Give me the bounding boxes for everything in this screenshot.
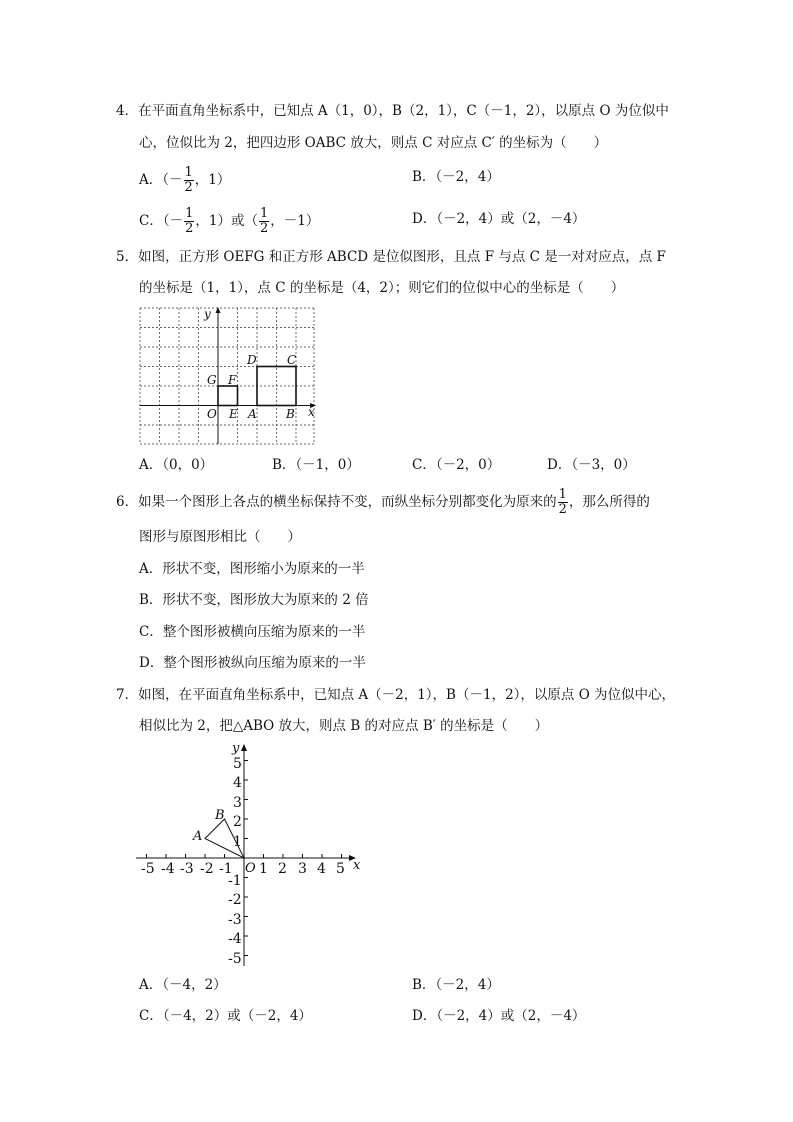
x-tick-label: -5 xyxy=(141,861,155,877)
x-tick-label: -4 xyxy=(161,861,175,877)
x-axis-label: x xyxy=(353,858,361,873)
fraction-numerator: 1 xyxy=(185,206,194,221)
q4-option-a-fraction xyxy=(184,166,194,195)
label-a: A xyxy=(248,407,257,421)
x-tick-label: -3 xyxy=(180,861,194,877)
q5-option-c: C．（－2，0） xyxy=(412,457,501,473)
q5-stem-line2: 的坐标是（1，1），点 C 的坐标是（4，2）；则它们的位似中心的坐标是（ ） xyxy=(139,280,625,296)
y-tick-label: 3 xyxy=(233,795,242,811)
label-e: E xyxy=(229,407,238,421)
q4-option-c-fraction-2 xyxy=(259,207,269,236)
q7-option-b: B．（－2，4） xyxy=(412,977,500,993)
y-tick-label: 1 xyxy=(233,834,242,850)
fraction-denominator: 2 xyxy=(558,502,567,517)
x-tick-label: -1 xyxy=(219,861,233,877)
q6-option-d: D．整个图形被纵向压缩为原来的一半 xyxy=(139,655,366,671)
q4-option-d: D．（－2，4）或（2，－4） xyxy=(412,211,586,227)
q6-option-b: B．形状不变，图形放大为原来的 2 倍 xyxy=(139,592,369,608)
x-tick-label: 3 xyxy=(298,861,307,877)
x-tick-label: 2 xyxy=(278,861,287,877)
q5-option-d: D．（－3，0） xyxy=(547,457,636,473)
label-c: C xyxy=(287,353,297,367)
q6-option-c: C．整个图形被横向压缩为原来的一半 xyxy=(139,624,366,640)
q4-stem-line2: 心，位似比为 2，把四边形 OABC 放大，则点 C 对应点 C′ 的坐标为（ ） xyxy=(139,135,608,151)
q7-option-a: A．（－4，2） xyxy=(139,977,227,993)
y-tick-label: 4 xyxy=(233,775,242,791)
q5-option-a: A．（0，0） xyxy=(139,457,214,473)
x-tick-label: 4 xyxy=(317,861,326,877)
y-tick-label: -5 xyxy=(228,951,242,967)
fraction-denominator: 2 xyxy=(184,180,193,195)
q7-stem-line1: 7．如图，在平面直角坐标系中，已知点 A（－2，1），B（－1，2），以原点 O 为位似中心， xyxy=(116,687,676,703)
q5-option-b: B．（－1，0） xyxy=(272,457,360,473)
q5-grid-figure xyxy=(138,305,320,447)
q6-stem-line2: 图形与原图形相比（ ） xyxy=(139,529,301,545)
y-tick-label: -1 xyxy=(228,873,242,889)
x-tick-label: 1 xyxy=(259,861,268,877)
q4-option-c-fraction-1 xyxy=(184,207,194,236)
label-b: B xyxy=(286,407,295,421)
q7-option-c: C．（－4，2）或（－2，4） xyxy=(139,1008,312,1024)
q4-option-c xyxy=(139,207,319,236)
y-tick-label: 5 xyxy=(233,756,242,772)
label-o: O xyxy=(207,407,217,421)
q6-stem-line1-post: ，那么所得的 xyxy=(568,494,650,510)
y-axis-arrow xyxy=(241,744,247,751)
y-axis-label: y xyxy=(204,307,211,321)
q7-coordinate-figure xyxy=(130,738,370,970)
y-tick-label: -4 xyxy=(228,931,242,947)
q4-option-c-mid: ，1）或（ xyxy=(195,213,258,229)
x-tick-label: 5 xyxy=(336,861,345,877)
y-tick-label: -3 xyxy=(228,912,242,928)
q6-option-a: A．形状不变，图形缩小为原来的一半 xyxy=(139,561,365,577)
point-a-label: A xyxy=(193,829,203,844)
q4-option-c-pre: C．（－ xyxy=(139,213,184,229)
q4-option-a-post: ，1） xyxy=(194,172,231,188)
square-oefg xyxy=(218,386,238,406)
label-g: G xyxy=(207,373,217,387)
fraction-denominator: 2 xyxy=(185,221,194,236)
q5-stem-line1: 5．如图，正方形 OEFG 和正方形 ABCD 是位似图形，且点 F 与点 C 是一对对应点，点 F xyxy=(116,249,666,265)
y-tick-label: -2 xyxy=(228,892,242,908)
x-axis-label: x xyxy=(308,405,315,419)
q4-stem-line1: 4．在平面直角坐标系中，已知点 A（1，0），B（2，1），C（－1，2），以原点 O 为位似中 xyxy=(116,103,669,119)
q4-option-a xyxy=(139,166,230,195)
fraction-denominator: 2 xyxy=(259,221,269,236)
y-tick-label: 2 xyxy=(233,814,242,830)
q4-option-a-pre: A．（－ xyxy=(139,172,183,188)
q4-option-c-post: ，－1） xyxy=(270,213,320,229)
q7-option-d: D．（－2，4）或（2，－4） xyxy=(412,1008,586,1024)
fraction-numerator: 1 xyxy=(184,165,193,180)
fraction-numerator: 1 xyxy=(558,487,567,502)
label-f: F xyxy=(228,373,237,387)
fraction-numerator: 1 xyxy=(259,206,269,221)
q6-stem-line1 xyxy=(116,488,650,517)
q7-stem-line2: 相似比为 2，把△ABO 放大，则点 B 的对应点 B′ 的坐标是（ ） xyxy=(139,718,549,734)
y-axis-label: y xyxy=(232,741,240,756)
q4-option-b: B．（－2，4） xyxy=(412,169,500,185)
point-b-label: B xyxy=(215,808,225,823)
q6-stem-line1-pre: 6．如果一个图形上各点的横坐标保持不变，而纵坐标分别都变化为原来的 xyxy=(116,494,557,510)
x-tick-label: -2 xyxy=(200,861,214,877)
label-d: D xyxy=(247,353,257,367)
origin-label: O xyxy=(245,861,256,876)
q6-fraction xyxy=(558,488,568,517)
